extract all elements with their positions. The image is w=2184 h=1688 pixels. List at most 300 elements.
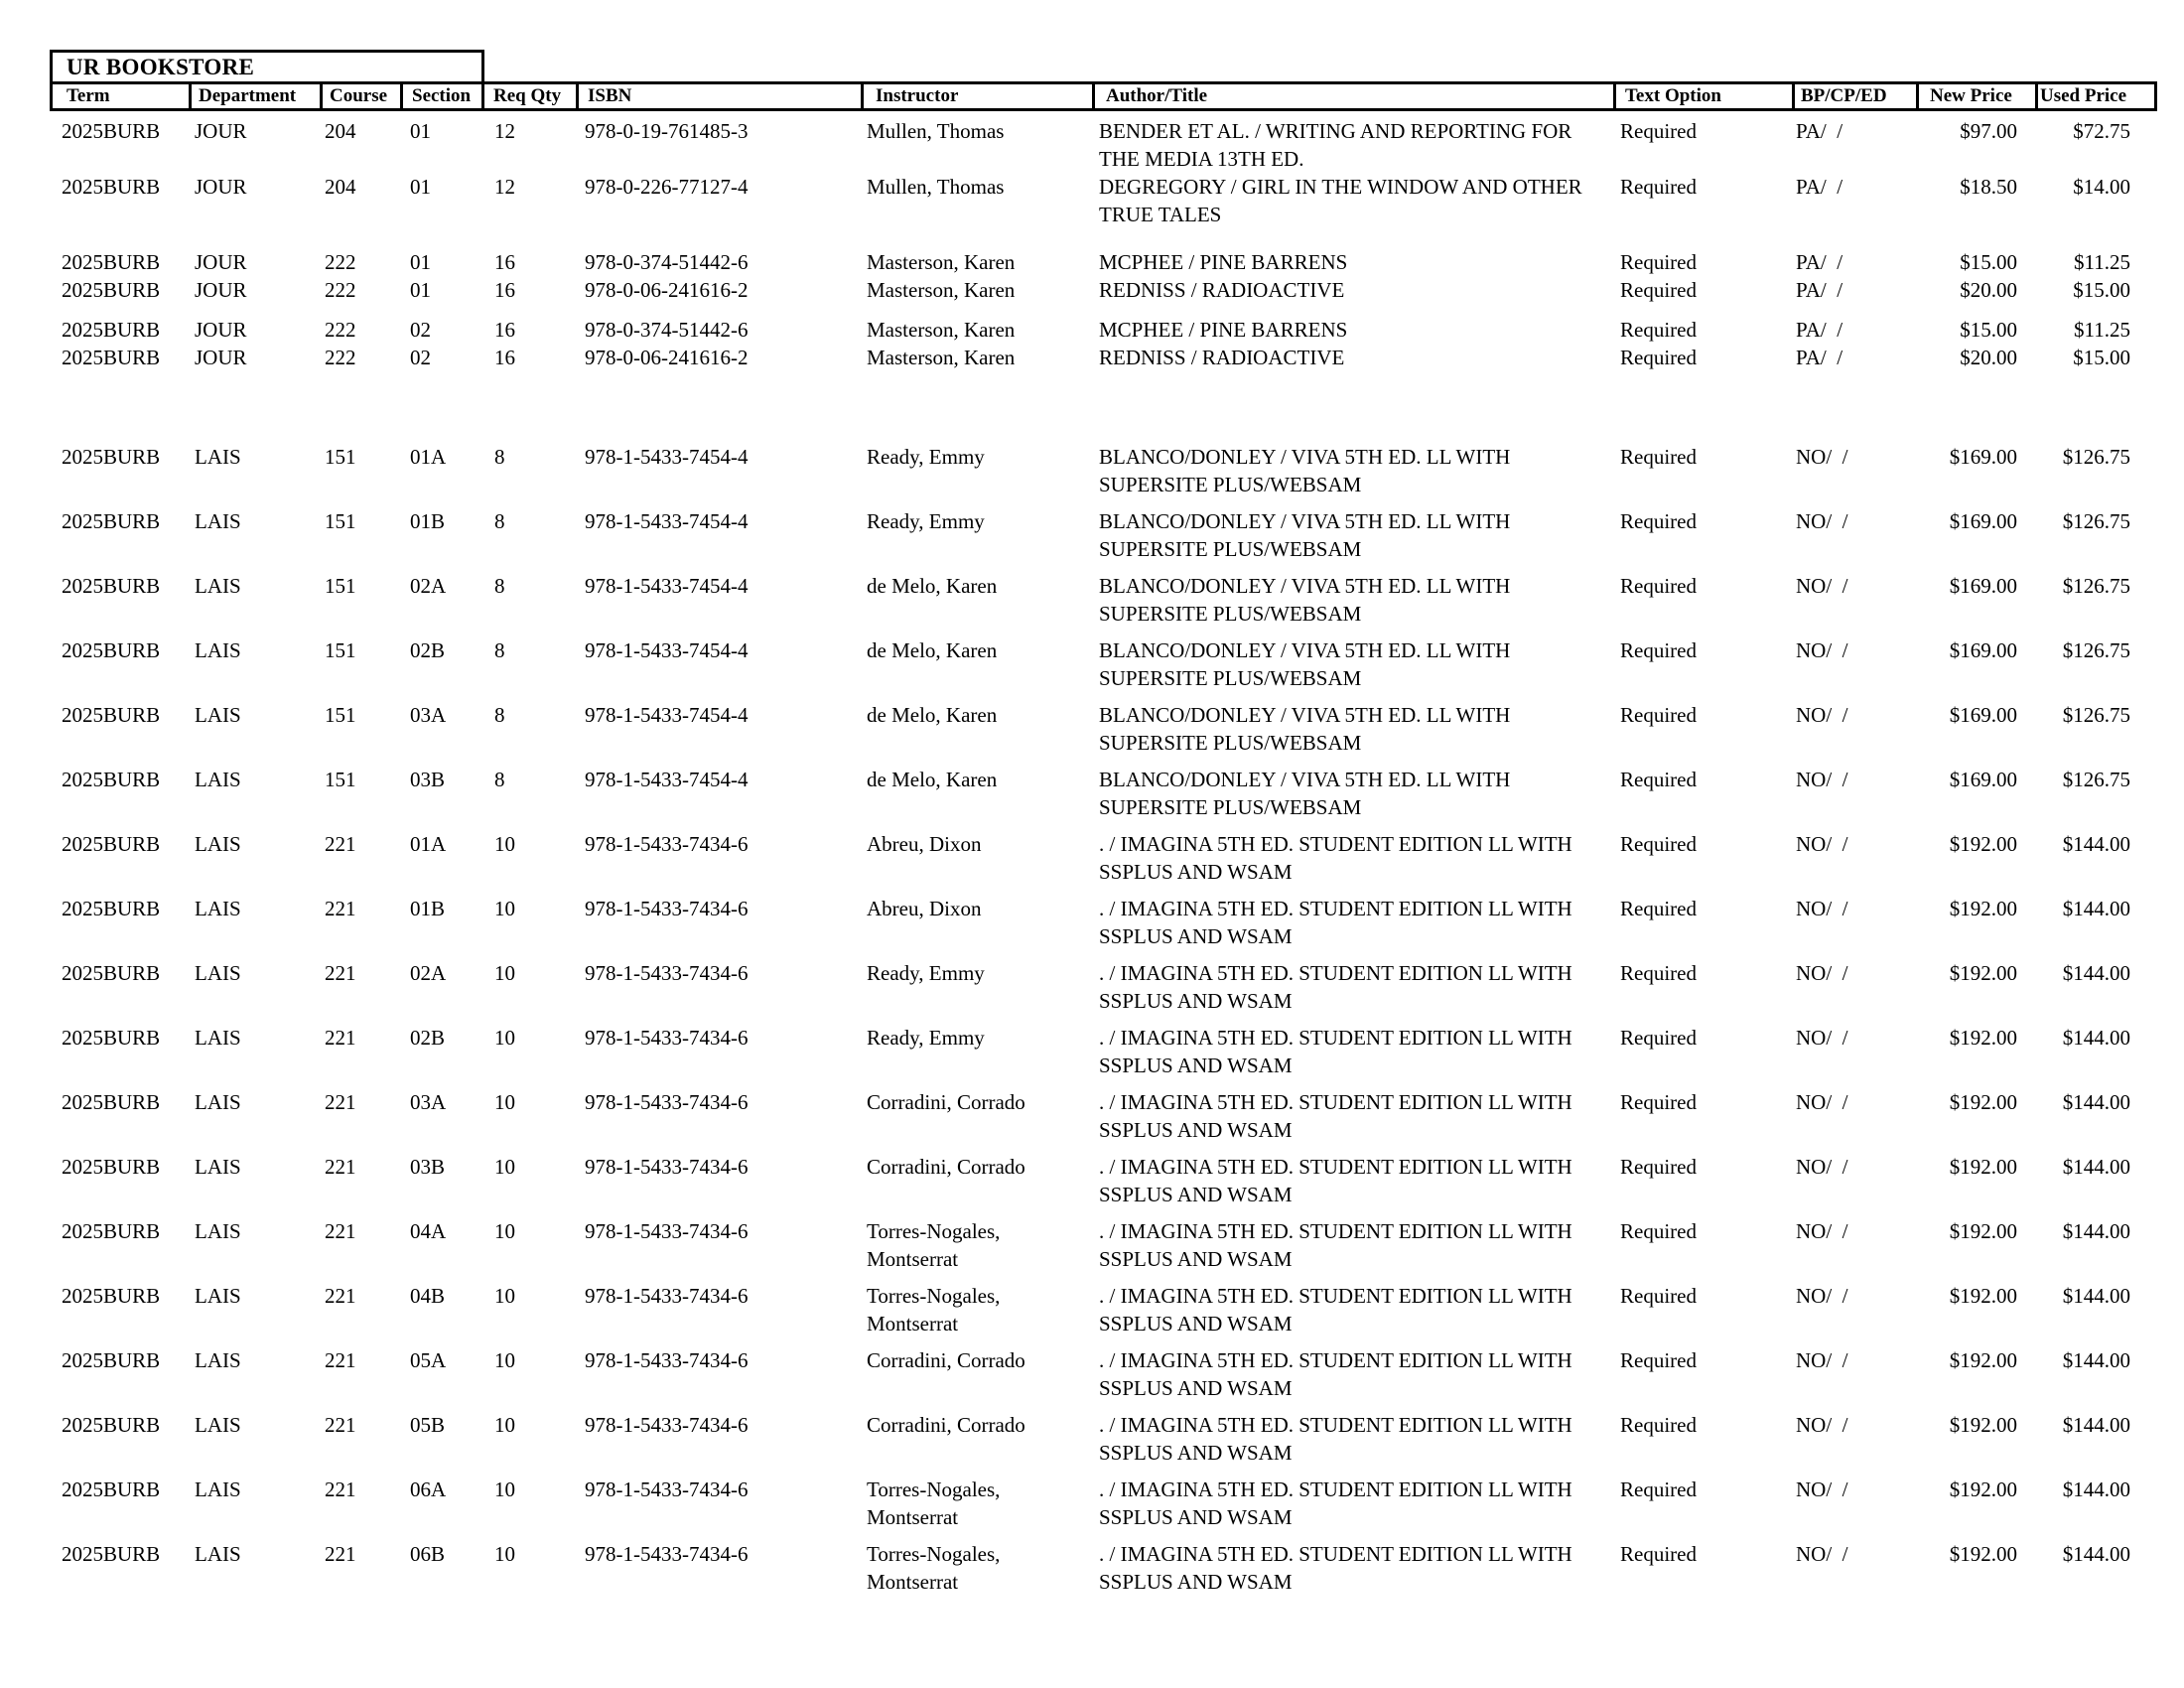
author_title-line: . / IMAGINA 5TH ED. STUDENT EDITION LL WITH <box>1099 1413 1572 1437</box>
cell-term: 2025BURB <box>62 119 161 143</box>
cell-department: LAIS <box>195 509 241 533</box>
author_title-line: . / IMAGINA 5TH ED. STUDENT EDITION LL WITH <box>1099 961 1572 985</box>
instructor-line: Torres-Nogales, <box>867 1284 1001 1308</box>
cell-author_title <box>1092 248 1613 276</box>
cell-text_option: Required <box>1620 897 1697 920</box>
cell-isbn: 978-0-19-761485-3 <box>585 119 749 143</box>
author_title-line: SSPLUS AND WSAM <box>1099 1312 1293 1336</box>
col-header-course: Course <box>320 81 403 111</box>
cell-section: 05A <box>410 1348 447 1372</box>
cell-author_title <box>1092 1217 1613 1273</box>
instructor-line: Mullen, Thomas <box>867 119 1005 143</box>
cell-instructor <box>861 316 1092 344</box>
author_title-line: . / IMAGINA 5TH ED. STUDENT EDITION LL WITH <box>1099 1026 1572 1050</box>
author_title-line: SSPLUS AND WSAM <box>1099 1505 1293 1529</box>
cell-isbn: 978-1-5433-7454-4 <box>585 638 749 662</box>
cell-course: 151 <box>325 638 356 662</box>
author_title-line: SUPERSITE PLUS/WEBSAM <box>1099 795 1362 819</box>
cell-section: 04A <box>410 1219 447 1243</box>
cell-instructor <box>861 1346 1092 1374</box>
cell-text_option: Required <box>1620 175 1697 199</box>
cell-course: 221 <box>325 1477 356 1501</box>
cell-course: 151 <box>325 509 356 533</box>
instructor-line: Masterson, Karen <box>867 250 1016 274</box>
cell-author_title <box>1092 572 1613 628</box>
cell-text_option: Required <box>1620 1477 1697 1501</box>
author_title-line: SSPLUS AND WSAM <box>1099 1376 1293 1400</box>
cell-author_title <box>1092 1024 1613 1079</box>
cell-instructor <box>861 766 1092 793</box>
cell-term: 2025BURB <box>62 961 161 985</box>
cell-new_price: $192.00 <box>1949 1090 2017 1114</box>
table-row <box>50 766 2154 821</box>
cell-bp_cp_ed: PA/ / <box>1796 318 1843 342</box>
instructor-line: Mullen, Thomas <box>867 175 1005 199</box>
cell-new_price: $192.00 <box>1949 1026 2017 1050</box>
cell-req_qty: 10 <box>494 897 515 920</box>
cell-req_qty: 10 <box>494 1219 515 1243</box>
cell-isbn: 978-1-5433-7434-6 <box>585 1284 749 1308</box>
author_title-line: BLANCO/DONLEY / VIVA 5TH ED. LL WITH <box>1099 703 1511 727</box>
author_title-line: REDNISS / RADIOACTIVE <box>1099 346 1345 369</box>
cell-course: 222 <box>325 318 356 342</box>
cell-term: 2025BURB <box>62 638 161 662</box>
cell-instructor <box>861 344 1092 371</box>
cell-used_price: $144.00 <box>2062 1348 2130 1372</box>
cell-instructor <box>861 1153 1092 1181</box>
instructor-line: Ready, Emmy <box>867 509 985 533</box>
cell-section: 01 <box>410 175 431 199</box>
cell-author_title <box>1092 895 1613 950</box>
cell-req_qty: 16 <box>494 346 515 369</box>
cell-req_qty: 8 <box>494 445 505 469</box>
cell-instructor <box>861 117 1092 145</box>
cell-section: 02B <box>410 1026 446 1050</box>
cell-text_option: Required <box>1620 250 1697 274</box>
cell-term: 2025BURB <box>62 574 161 598</box>
cell-used_price: $126.75 <box>2062 703 2130 727</box>
author_title-line: SSPLUS AND WSAM <box>1099 924 1293 948</box>
cell-term: 2025BURB <box>62 1542 161 1566</box>
cell-course: 221 <box>325 1219 356 1243</box>
author_title-line: BLANCO/DONLEY / VIVA 5TH ED. LL WITH <box>1099 445 1511 469</box>
cell-isbn: 978-1-5433-7454-4 <box>585 445 749 469</box>
author_title-line: SSPLUS AND WSAM <box>1099 1247 1293 1271</box>
author_title-line: SUPERSITE PLUS/WEBSAM <box>1099 666 1362 690</box>
cell-new_price: $15.00 <box>1960 250 2017 274</box>
cell-text_option: Required <box>1620 574 1697 598</box>
table-row <box>50 1024 2154 1079</box>
cell-course: 221 <box>325 1155 356 1179</box>
table-row <box>50 1411 2154 1467</box>
cell-bp_cp_ed: NO/ / <box>1796 961 1848 985</box>
author_title-line: . / IMAGINA 5TH ED. STUDENT EDITION LL WITH <box>1099 1090 1572 1114</box>
cell-bp_cp_ed: NO/ / <box>1796 574 1848 598</box>
cell-term: 2025BURB <box>62 897 161 920</box>
table-row <box>50 248 2154 276</box>
cell-isbn: 978-0-226-77127-4 <box>585 175 749 199</box>
table-row <box>50 1282 2154 1337</box>
cell-used_price: $144.00 <box>2062 1413 2130 1437</box>
cell-author_title <box>1092 1088 1613 1144</box>
cell-used_price: $144.00 <box>2062 1090 2130 1114</box>
cell-instructor <box>861 173 1092 201</box>
author_title-line: SSPLUS AND WSAM <box>1099 1118 1293 1142</box>
author_title-line: BLANCO/DONLEY / VIVA 5TH ED. LL WITH <box>1099 638 1511 662</box>
cell-isbn: 978-1-5433-7434-6 <box>585 1090 749 1114</box>
cell-term: 2025BURB <box>62 1026 161 1050</box>
cell-used_price: $144.00 <box>2062 1477 2130 1501</box>
cell-req_qty: 10 <box>494 1413 515 1437</box>
author_title-line: SSPLUS AND WSAM <box>1099 1054 1293 1077</box>
table-row <box>50 443 2154 498</box>
cell-term: 2025BURB <box>62 318 161 342</box>
cell-req_qty: 8 <box>494 638 505 662</box>
table-row <box>50 117 2154 173</box>
cell-author_title <box>1092 701 1613 757</box>
cell-text_option: Required <box>1620 961 1697 985</box>
cell-bp_cp_ed: NO/ / <box>1796 768 1848 791</box>
cell-term: 2025BURB <box>62 1348 161 1372</box>
cell-new_price: $169.00 <box>1949 445 2017 469</box>
author_title-line: SUPERSITE PLUS/WEBSAM <box>1099 537 1362 561</box>
cell-bp_cp_ed: NO/ / <box>1796 1542 1848 1566</box>
cell-department: JOUR <box>195 318 247 342</box>
cell-used_price: $126.75 <box>2062 445 2130 469</box>
cell-department: LAIS <box>195 1155 241 1179</box>
instructor-line: de Melo, Karen <box>867 703 998 727</box>
cell-department: LAIS <box>195 703 241 727</box>
cell-new_price: $192.00 <box>1949 1413 2017 1437</box>
cell-department: LAIS <box>195 1284 241 1308</box>
cell-text_option: Required <box>1620 278 1697 302</box>
cell-course: 204 <box>325 175 356 199</box>
cell-author_title <box>1092 117 1613 173</box>
author_title-line: BLANCO/DONLEY / VIVA 5TH ED. LL WITH <box>1099 509 1511 533</box>
cell-author_title <box>1092 636 1613 692</box>
instructor-line: Montserrat <box>867 1505 959 1529</box>
cell-bp_cp_ed: NO/ / <box>1796 832 1848 856</box>
cell-isbn: 978-1-5433-7454-4 <box>585 703 749 727</box>
cell-instructor <box>861 443 1092 471</box>
instructor-line: de Melo, Karen <box>867 768 998 791</box>
cell-used_price: $72.75 <box>2073 119 2130 143</box>
instructor-line: Corradini, Corrado <box>867 1413 1025 1437</box>
table-row <box>50 701 2154 757</box>
cell-bp_cp_ed: NO/ / <box>1796 703 1848 727</box>
cell-new_price: $169.00 <box>1949 703 2017 727</box>
cell-req_qty: 10 <box>494 1155 515 1179</box>
cell-new_price: $97.00 <box>1960 119 2017 143</box>
instructor-line: Torres-Nogales, <box>867 1219 1001 1243</box>
cell-req_qty: 10 <box>494 1284 515 1308</box>
cell-term: 2025BURB <box>62 346 161 369</box>
cell-section: 02A <box>410 961 447 985</box>
cell-term: 2025BURB <box>62 1284 161 1308</box>
cell-section: 03A <box>410 1090 447 1114</box>
cell-term: 2025BURB <box>62 768 161 791</box>
cell-department: LAIS <box>195 897 241 920</box>
cell-bp_cp_ed: PA/ / <box>1796 175 1843 199</box>
cell-course: 221 <box>325 961 356 985</box>
instructor-line: Abreu, Dixon <box>867 832 982 856</box>
cell-used_price: $144.00 <box>2062 897 2130 920</box>
cell-department: LAIS <box>195 1090 241 1114</box>
cell-course: 204 <box>325 119 356 143</box>
cell-used_price: $15.00 <box>2073 278 2130 302</box>
author_title-line: . / IMAGINA 5TH ED. STUDENT EDITION LL WITH <box>1099 1348 1572 1372</box>
cell-bp_cp_ed: NO/ / <box>1796 1219 1848 1243</box>
cell-author_title <box>1092 766 1613 821</box>
cell-req_qty: 16 <box>494 318 515 342</box>
cell-text_option: Required <box>1620 1284 1697 1308</box>
cell-isbn: 978-0-06-241616-2 <box>585 278 749 302</box>
cell-new_price: $15.00 <box>1960 318 2017 342</box>
cell-term: 2025BURB <box>62 1090 161 1114</box>
cell-department: LAIS <box>195 1348 241 1372</box>
cell-author_title <box>1092 276 1613 304</box>
table-row <box>50 1217 2154 1273</box>
cell-req_qty: 8 <box>494 768 505 791</box>
cell-instructor <box>861 1024 1092 1052</box>
cell-new_price: $169.00 <box>1949 574 2017 598</box>
instructor-line: Montserrat <box>867 1570 959 1594</box>
author_title-line: SUPERSITE PLUS/WEBSAM <box>1099 473 1362 496</box>
cell-text_option: Required <box>1620 703 1697 727</box>
cell-department: LAIS <box>195 574 241 598</box>
cell-author_title <box>1092 173 1613 228</box>
cell-req_qty: 10 <box>494 1542 515 1566</box>
cell-course: 221 <box>325 1090 356 1114</box>
cell-req_qty: 12 <box>494 175 515 199</box>
table-row <box>50 507 2154 563</box>
cell-req_qty: 10 <box>494 1477 515 1501</box>
cell-instructor <box>861 1088 1092 1116</box>
author_title-line: BLANCO/DONLEY / VIVA 5TH ED. LL WITH <box>1099 574 1511 598</box>
author_title-line: . / IMAGINA 5TH ED. STUDENT EDITION LL WITH <box>1099 1542 1572 1566</box>
author_title-line: SSPLUS AND WSAM <box>1099 989 1293 1013</box>
cell-new_price: $192.00 <box>1949 897 2017 920</box>
cell-author_title <box>1092 1411 1613 1467</box>
author_title-line: SSPLUS AND WSAM <box>1099 1441 1293 1465</box>
cell-department: LAIS <box>195 768 241 791</box>
cell-section: 02 <box>410 346 431 369</box>
cell-course: 221 <box>325 897 356 920</box>
cell-section: 04B <box>410 1284 446 1308</box>
cell-department: LAIS <box>195 832 241 856</box>
cell-text_option: Required <box>1620 1090 1697 1114</box>
cell-course: 222 <box>325 346 356 369</box>
author_title-line: . / IMAGINA 5TH ED. STUDENT EDITION LL WITH <box>1099 897 1572 920</box>
cell-instructor <box>861 895 1092 922</box>
cell-department: JOUR <box>195 250 247 274</box>
cell-department: LAIS <box>195 445 241 469</box>
cell-course: 222 <box>325 250 356 274</box>
cell-new_price: $18.50 <box>1960 175 2017 199</box>
cell-text_option: Required <box>1620 1348 1697 1372</box>
cell-new_price: $20.00 <box>1960 278 2017 302</box>
author_title-line: BENDER ET AL. / WRITING AND REPORTING FOR <box>1099 119 1572 143</box>
col-header-section: Section <box>400 81 484 111</box>
col-header-department: Department <box>189 81 323 111</box>
cell-new_price: $169.00 <box>1949 638 2017 662</box>
cell-isbn: 978-1-5433-7454-4 <box>585 768 749 791</box>
cell-used_price: $14.00 <box>2073 175 2130 199</box>
cell-used_price: $126.75 <box>2062 574 2130 598</box>
author_title-line: SSPLUS AND WSAM <box>1099 1570 1293 1594</box>
instructor-line: Ready, Emmy <box>867 1026 985 1050</box>
cell-term: 2025BURB <box>62 175 161 199</box>
cell-bp_cp_ed: NO/ / <box>1796 897 1848 920</box>
cell-new_price: $192.00 <box>1949 961 2017 985</box>
cell-instructor <box>861 1540 1092 1596</box>
cell-section: 02 <box>410 318 431 342</box>
cell-bp_cp_ed: NO/ / <box>1796 1348 1848 1372</box>
table-row <box>50 316 2154 344</box>
cell-department: LAIS <box>195 1219 241 1243</box>
store-title: UR BOOKSTORE <box>67 54 255 79</box>
cell-instructor <box>861 572 1092 600</box>
cell-term: 2025BURB <box>62 1477 161 1501</box>
cell-instructor <box>861 1282 1092 1337</box>
cell-section: 03A <box>410 703 447 727</box>
cell-req_qty: 10 <box>494 1026 515 1050</box>
cell-isbn: 978-1-5433-7434-6 <box>585 897 749 920</box>
cell-isbn: 978-1-5433-7434-6 <box>585 1413 749 1437</box>
cell-section: 03B <box>410 768 446 791</box>
cell-instructor <box>861 248 1092 276</box>
cell-instructor <box>861 1476 1092 1531</box>
instructor-line: Ready, Emmy <box>867 445 985 469</box>
cell-text_option: Required <box>1620 1026 1697 1050</box>
cell-new_price: $192.00 <box>1949 1284 2017 1308</box>
table-row <box>50 276 2154 304</box>
author_title-line: SSPLUS AND WSAM <box>1099 860 1293 884</box>
cell-author_title <box>1092 1282 1613 1337</box>
cell-req_qty: 16 <box>494 278 515 302</box>
col-header-new_price: New Price <box>1916 81 2038 111</box>
cell-instructor <box>861 830 1092 858</box>
cell-req_qty: 16 <box>494 250 515 274</box>
table-row <box>50 173 2154 228</box>
cell-used_price: $126.75 <box>2062 768 2130 791</box>
table-row <box>50 1088 2154 1144</box>
cell-bp_cp_ed: PA/ / <box>1796 346 1843 369</box>
cell-course: 221 <box>325 1284 356 1308</box>
cell-req_qty: 10 <box>494 1348 515 1372</box>
cell-new_price: $192.00 <box>1949 1348 2017 1372</box>
cell-department: JOUR <box>195 346 247 369</box>
col-header-used_price: Used Price <box>2035 81 2157 111</box>
cell-used_price: $144.00 <box>2062 1284 2130 1308</box>
cell-department: JOUR <box>195 175 247 199</box>
cell-bp_cp_ed: NO/ / <box>1796 1413 1848 1437</box>
cell-department: LAIS <box>195 1542 241 1566</box>
cell-term: 2025BURB <box>62 250 161 274</box>
cell-used_price: $11.25 <box>2074 250 2130 274</box>
author_title-line: . / IMAGINA 5TH ED. STUDENT EDITION LL WITH <box>1099 1155 1572 1179</box>
cell-instructor <box>861 507 1092 535</box>
instructor-line: Montserrat <box>867 1247 959 1271</box>
cell-author_title <box>1092 830 1613 886</box>
cell-bp_cp_ed: NO/ / <box>1796 638 1848 662</box>
cell-bp_cp_ed: NO/ / <box>1796 1026 1848 1050</box>
cell-req_qty: 12 <box>494 119 515 143</box>
author_title-line: MCPHEE / PINE BARRENS <box>1099 318 1348 342</box>
cell-text_option: Required <box>1620 638 1697 662</box>
col-header-term: Term <box>50 81 192 111</box>
cell-term: 2025BURB <box>62 1155 161 1179</box>
table-row <box>50 1153 2154 1208</box>
table-header-row <box>50 81 2157 111</box>
table-row <box>50 1346 2154 1402</box>
cell-used_price: $144.00 <box>2062 1155 2130 1179</box>
cell-instructor <box>861 1217 1092 1273</box>
author_title-line: REDNISS / RADIOACTIVE <box>1099 278 1345 302</box>
cell-used_price: $15.00 <box>2073 346 2130 369</box>
cell-new_price: $192.00 <box>1949 1477 2017 1501</box>
table-row <box>50 344 2154 371</box>
cell-new_price: $192.00 <box>1949 1155 2017 1179</box>
col-header-instructor: Instructor <box>861 81 1095 111</box>
instructor-line: Corradini, Corrado <box>867 1155 1025 1179</box>
cell-term: 2025BURB <box>62 1413 161 1437</box>
col-header-text_option: Text Option <box>1613 81 1795 111</box>
instructor-line: de Melo, Karen <box>867 638 998 662</box>
instructor-line: Torres-Nogales, <box>867 1477 1001 1501</box>
cell-term: 2025BURB <box>62 1219 161 1243</box>
cell-text_option: Required <box>1620 119 1697 143</box>
cell-isbn: 978-1-5433-7434-6 <box>585 832 749 856</box>
cell-bp_cp_ed: NO/ / <box>1796 1477 1848 1501</box>
cell-new_price: $169.00 <box>1949 768 2017 791</box>
cell-section: 01 <box>410 250 431 274</box>
author_title-line: . / IMAGINA 5TH ED. STUDENT EDITION LL WITH <box>1099 832 1572 856</box>
cell-bp_cp_ed: PA/ / <box>1796 278 1843 302</box>
table-row <box>50 1540 2154 1596</box>
cell-section: 05B <box>410 1413 446 1437</box>
cell-isbn: 978-1-5433-7434-6 <box>585 1348 749 1372</box>
cell-text_option: Required <box>1620 1219 1697 1243</box>
cell-isbn: 978-1-5433-7434-6 <box>585 961 749 985</box>
instructor-line: de Melo, Karen <box>867 574 998 598</box>
cell-department: JOUR <box>195 119 247 143</box>
cell-text_option: Required <box>1620 509 1697 533</box>
cell-instructor <box>861 276 1092 304</box>
instructor-line: Montserrat <box>867 1312 959 1336</box>
cell-department: LAIS <box>195 1026 241 1050</box>
cell-req_qty: 10 <box>494 1090 515 1114</box>
cell-isbn: 978-1-5433-7454-4 <box>585 509 749 533</box>
cell-author_title <box>1092 344 1613 371</box>
cell-new_price: $192.00 <box>1949 832 2017 856</box>
cell-bp_cp_ed: PA/ / <box>1796 119 1843 143</box>
author_title-line: SSPLUS AND WSAM <box>1099 1183 1293 1206</box>
cell-instructor <box>861 1411 1092 1439</box>
cell-req_qty: 8 <box>494 703 505 727</box>
table-row <box>50 830 2154 886</box>
cell-text_option: Required <box>1620 1413 1697 1437</box>
cell-bp_cp_ed: NO/ / <box>1796 1090 1848 1114</box>
cell-department: LAIS <box>195 638 241 662</box>
instructor-line: Corradini, Corrado <box>867 1348 1025 1372</box>
cell-text_option: Required <box>1620 768 1697 791</box>
cell-used_price: $144.00 <box>2062 832 2130 856</box>
table-row <box>50 895 2154 950</box>
cell-bp_cp_ed: PA/ / <box>1796 250 1843 274</box>
cell-text_option: Required <box>1620 346 1697 369</box>
cell-instructor <box>861 701 1092 729</box>
